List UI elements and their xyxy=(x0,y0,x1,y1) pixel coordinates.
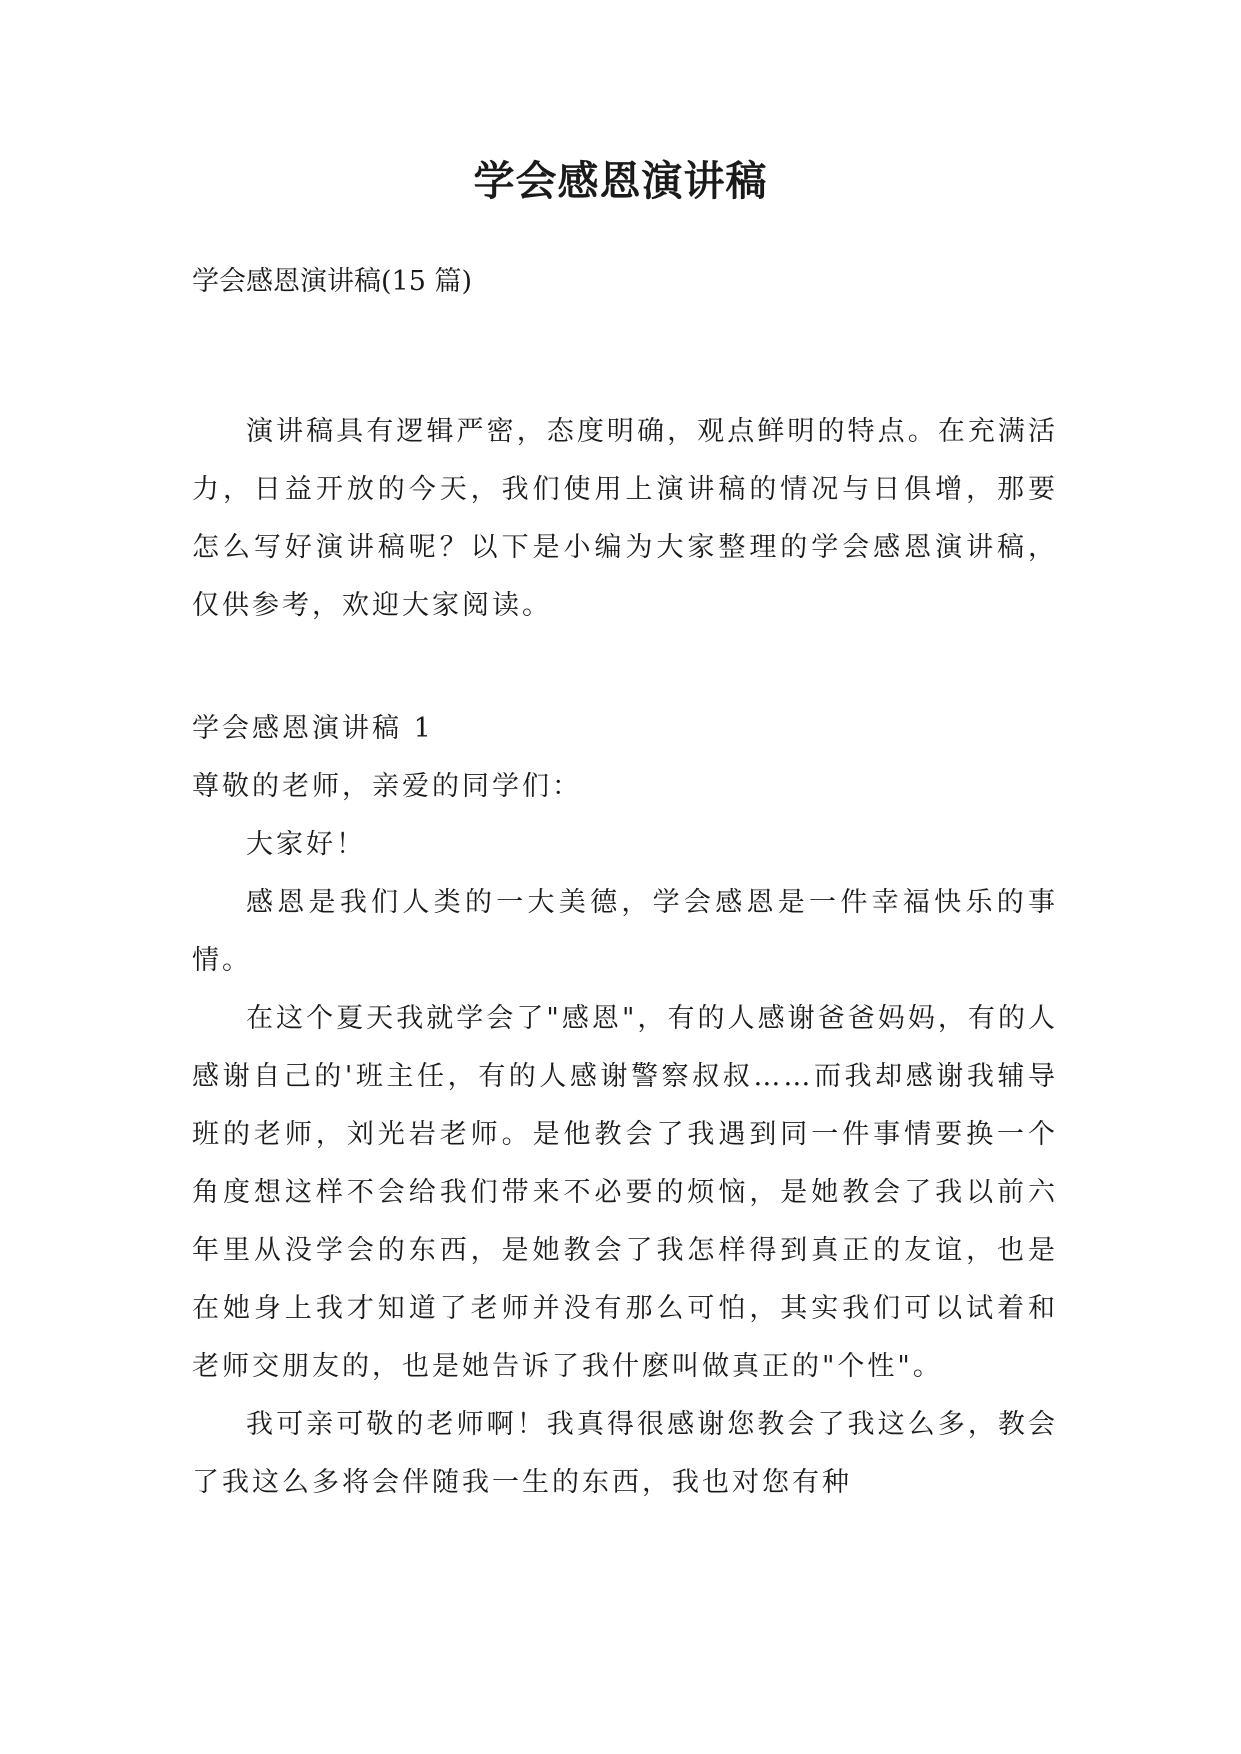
document-subtitle: 学会感恩演讲稿(15 篇) xyxy=(192,266,473,297)
body-paragraph: 在这个夏天我就学会了"感恩"，有的人感谢爸爸妈妈，有的人感谢自己的'班主任，有的人感谢警察叔叔……而我却感谢我辅导班的老师，刘光岩老师。是他教会了我遇到同一件事情要换一个角度想这样不会给我们带来不必要的烦恼，是她教会了我以前六年里从没学会的东西，是她教会了我怎样得到真正的友谊，也是在她身上我才知道了老师并没有那么可怕，其实我们可以试着和老师交朋友的，也是她告诉了我什麽叫做真正的"个性"。 xyxy=(192,1003,1058,1382)
intro-paragraph: 演讲稿具有逻辑严密，态度明确，观点鲜明的特点。在充满活力，日益开放的今天，我们使用上演讲稿的情况与日俱增，那要怎么写好演讲稿呢？以下是小编为大家整理的学会感恩演讲稿，仅供参考，欢迎大家阅读。 xyxy=(192,416,1058,621)
speech-block xyxy=(192,700,1058,1512)
salutation: 尊敬的老师，亲爱的同学们： xyxy=(192,771,582,802)
intro-block xyxy=(192,403,1058,635)
greeting: 大家好！ xyxy=(246,829,366,860)
body-paragraph: 感恩是我们人类的一大美德，学会感恩是一件幸福快乐的事情。 xyxy=(192,887,1058,976)
section-heading: 学会感恩演讲稿 1 xyxy=(192,713,434,744)
document-title: 学会感恩演讲稿 xyxy=(473,157,768,205)
body-paragraph: 我可亲可敬的老师啊！我真得很感谢您教会了我这么多，教会了我这么多将会伴随我一生的东西，我也对您有种 xyxy=(192,1409,1058,1498)
